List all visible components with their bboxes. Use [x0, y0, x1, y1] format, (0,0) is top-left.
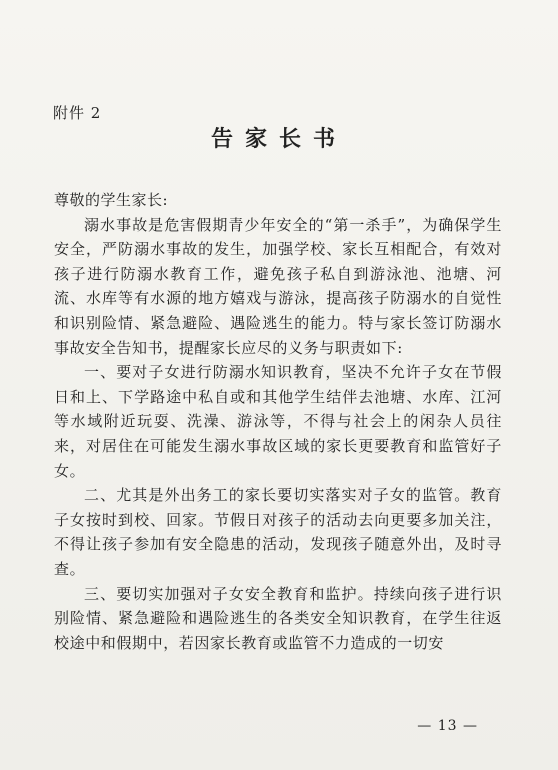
document-body	[54, 188, 502, 655]
page-number: — 13 —	[417, 718, 478, 734]
attachment-label: 附件 2	[53, 104, 102, 122]
paragraph-item-3: 三、要切实加强对子女安全教育和监护。持续向孩子进行识别险情、紧急避险和遇险逃生的各类安全知识教育，在学生往返校途中和假期中，若因家长教育或监管不力造成的一切安	[54, 584, 502, 652]
paragraph-item-1: 一、要对子女进行防溺水知识教育，坚决不允许子女在节假日和上、下学路途中私自或和其他学生结伴去池塘、水库、江河等水域附近玩耍、洗澡、游泳等，不得与社会上的闲杂人员往来，对居住在可能发生溺水事故区域的家长更要教育和监管好子女。	[54, 363, 502, 480]
salutation: 尊敬的学生家长:	[54, 191, 169, 209]
document-title: 告家长书	[210, 126, 347, 152]
paragraph-item-2: 二、尤其是外出务工的家长要切实落实对子女的监管。教育子女按时到校、回家。节假日对孩子的活动去向更要多加关注，不得让孩子参加有安全隐患的活动，发现孩子随意外出，及时寻查。	[54, 486, 502, 578]
paragraph-intro: 溺水事故是危害假期青少年安全的“第一杀手”，为确保学生安全，严防溺水事故的发生，加强学校、家长互相配合，有效对孩子进行防溺水教育工作，避免孩子私自到游泳池、池塘、河流、水库等有水源的地方嬉戏与游泳，提高孩子防溺水的自觉性和识别险情、紧急避险、遇险逃生的能力。特与家长签订防溺水事故安全告知书，提醒家长应尽的义务与职责如下:	[54, 215, 502, 357]
